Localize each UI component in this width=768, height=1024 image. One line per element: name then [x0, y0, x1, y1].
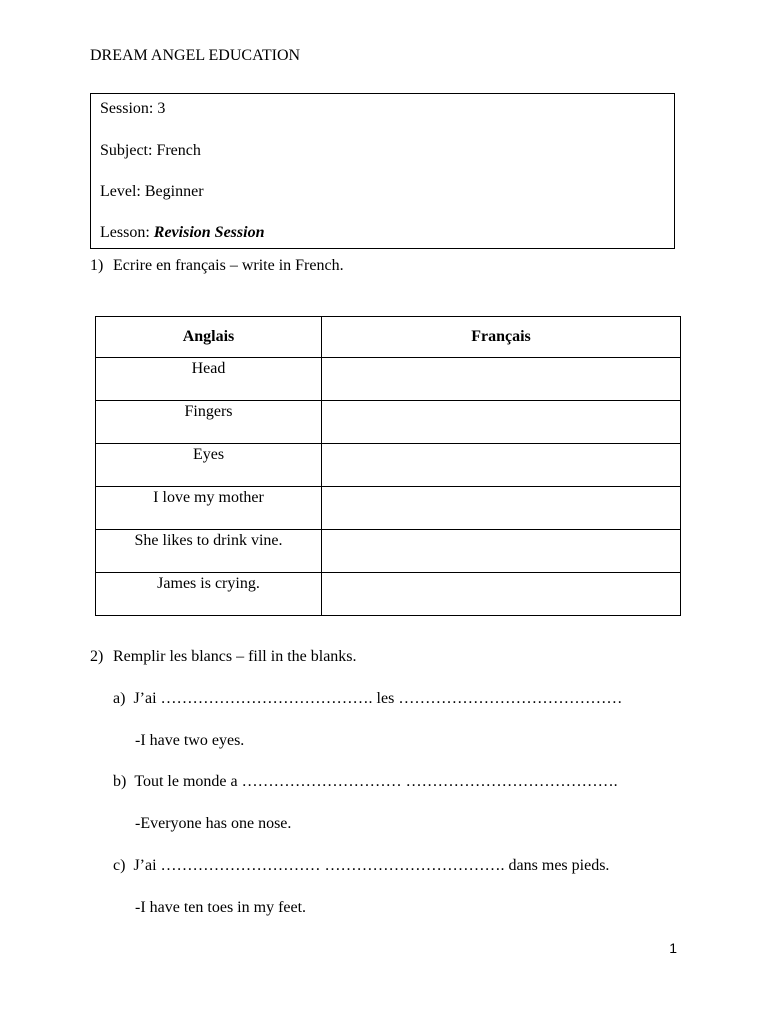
item-sentence: Tout le monde a ………………………… ………………………………….	[134, 773, 618, 790]
lesson-label: Lesson:	[100, 224, 154, 241]
question-2-number: 2)	[90, 648, 104, 665]
french-answer-cell[interactable]	[322, 358, 681, 401]
level: Level: Beginner	[100, 183, 204, 200]
english-cell: Eyes	[96, 444, 322, 487]
table-row	[96, 530, 681, 573]
fill-blank-item-c[interactable]	[113, 857, 609, 875]
french-answer-cell[interactable]	[322, 530, 681, 573]
lesson-title: Revision Session	[153, 224, 265, 241]
english-cell: James is crying.	[96, 573, 322, 616]
fill-blank-item-b[interactable]	[113, 773, 618, 791]
table-header-row	[96, 317, 681, 358]
question-2-instruction: Remplir les blancs – fill in the blanks.	[113, 648, 357, 665]
french-answer-cell[interactable]	[322, 401, 681, 444]
question-1-number: 1)	[90, 257, 104, 274]
french-answer-cell[interactable]	[322, 573, 681, 616]
item-letter: b)	[113, 773, 127, 790]
page-number: 1	[669, 940, 677, 956]
subject: Subject: French	[100, 142, 201, 159]
item-a-hint: -I have two eyes.	[135, 732, 245, 749]
session-info-box	[90, 93, 675, 249]
table-row	[96, 358, 681, 401]
item-letter: c)	[113, 857, 126, 874]
fill-blank-item-a[interactable]	[113, 690, 622, 708]
question-1-instruction: Ecrire en français – write in French.	[113, 257, 344, 274]
french-answer-cell[interactable]	[322, 444, 681, 487]
english-cell: She likes to drink vine.	[96, 530, 322, 573]
french-answer-cell[interactable]	[322, 487, 681, 530]
table-row	[96, 573, 681, 616]
item-b-hint: -Everyone has one nose.	[135, 815, 292, 832]
english-cell: Fingers	[96, 401, 322, 444]
item-letter: a)	[113, 690, 126, 707]
column-header-french: Français	[322, 317, 681, 358]
table-row	[96, 444, 681, 487]
organization-name: DREAM ANGEL EDUCATION	[90, 47, 301, 64]
table-row	[96, 487, 681, 530]
vocabulary-table	[95, 316, 681, 616]
english-cell: Head	[96, 358, 322, 401]
table-row	[96, 401, 681, 444]
item-c-hint: -I have ten toes in my feet.	[135, 899, 307, 916]
session-number: Session: 3	[100, 100, 166, 117]
item-sentence: J’ai …………………………………. les ……………………………………	[133, 690, 623, 707]
item-sentence: J’ai ………………………… ……………………………. dans mes pieds.	[133, 857, 610, 874]
english-cell: I love my mother	[96, 487, 322, 530]
column-header-english: Anglais	[96, 317, 322, 358]
lesson	[100, 224, 264, 242]
